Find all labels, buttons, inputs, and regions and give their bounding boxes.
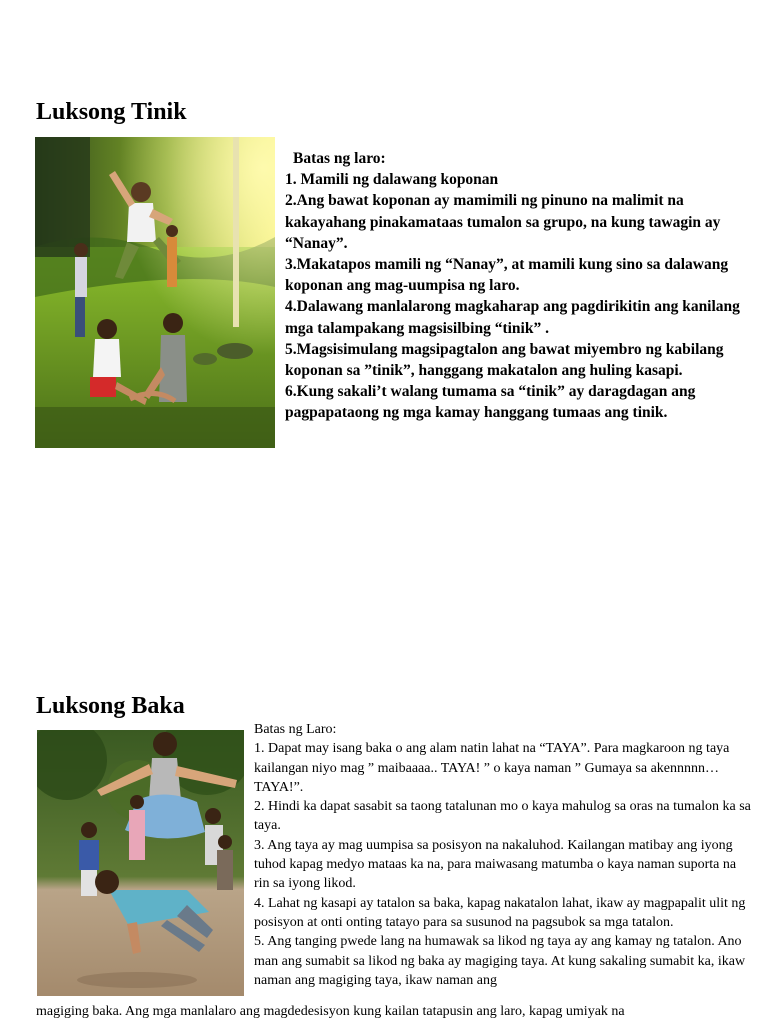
rule-item: 3.Makatapos mamili ng “Nanay”, at mamili kung sino sa dalawang koponan ang mag-uumpisa ng laro. xyxy=(285,256,729,295)
rules-heading: Batas ng laro: xyxy=(293,150,386,167)
luksong-baka-rules-continued xyxy=(36,1002,756,1021)
luksong-baka-photo xyxy=(37,730,244,996)
rule-item: 1. Mamili ng dalawang koponan xyxy=(285,171,499,189)
rule-item: 1. Dapat may isang baka o ang alam natin lahat na “TAYA”. Para magkaroon ng taya kailangan niyo mag ” maibaaaa.. TAYA! ” o kaya naman ” Gumaya sa akennnnn… TAYA!”. xyxy=(254,741,730,795)
luksong-tinik-rules xyxy=(285,148,755,424)
section-title-luksong-baka: Luksong Baka xyxy=(36,693,185,719)
rule-item: 5.Magsisimulang magsipagtalon ang bawat miyembro ng kabilang koponan sa ”tinik”, hanggang makatalon ang huling kasapi. xyxy=(285,340,724,380)
section-title-luksong-tinik: Luksong Tinik xyxy=(36,99,187,125)
rule-item: 6.Kung sakali’t walang tumama sa “tinik” ay daragdagan ang pagpapataong ng mga kamay hanggang tumaas ang tinik. xyxy=(285,383,696,422)
luksong-tinik-photo xyxy=(35,137,275,448)
rule-item: 3. Ang taya ay mag uumpisa sa posisyon na nakaluhod. Kailangan matibay ang iyong tuhod kapag medyo mataas ka na, para maiwasang matumba o kaya naman suporta na rin sa iyong likod. xyxy=(254,837,737,892)
rule-item: 4. Lahat ng kasapi ay tatalon sa baka, kapag nakatalon lahat, ikaw ay magpapalit ulit ng posisyon at onti onting tatayo para sa susunod na pagsubok sa mga tatalon. xyxy=(254,895,746,930)
rule-item: 5. Ang tanging pwede lang na humawak sa likod ng taya ay ang kamay ng tatalon. Ano man ang sumabit sa likod ng baka ay magiging taya. At kung sakaling sumabit ka, ikaw naman ang magiging taya, ikaw naman ang xyxy=(254,934,746,988)
luksong-baka-rules xyxy=(254,720,754,990)
rule-item-continued: magiging baka. Ang mga manlalaro ang magdedesisyon kung kailan tatapusin ang laro, kapag umiyak na xyxy=(36,1004,625,1019)
rule-item: 2. Hindi ka dapat sasabit sa taong tatalunan mo o kaya mahulog sa oras na tumalon ka sa taya. xyxy=(254,799,751,834)
rule-item: 2.Ang bawat koponan ay mamimili ng pinuno na malimit na kakayahang pinakamataas tumalon sa grupo, na kung tawagin ay “Nanay”. xyxy=(285,192,721,252)
rules-heading: Batas ng Laro: xyxy=(254,722,337,737)
rule-item: 4.Dalawang manlalarong magkaharap ang pagdirikitin ang kanilang mga talampakang magsisilbing “tinik” . xyxy=(285,298,740,337)
